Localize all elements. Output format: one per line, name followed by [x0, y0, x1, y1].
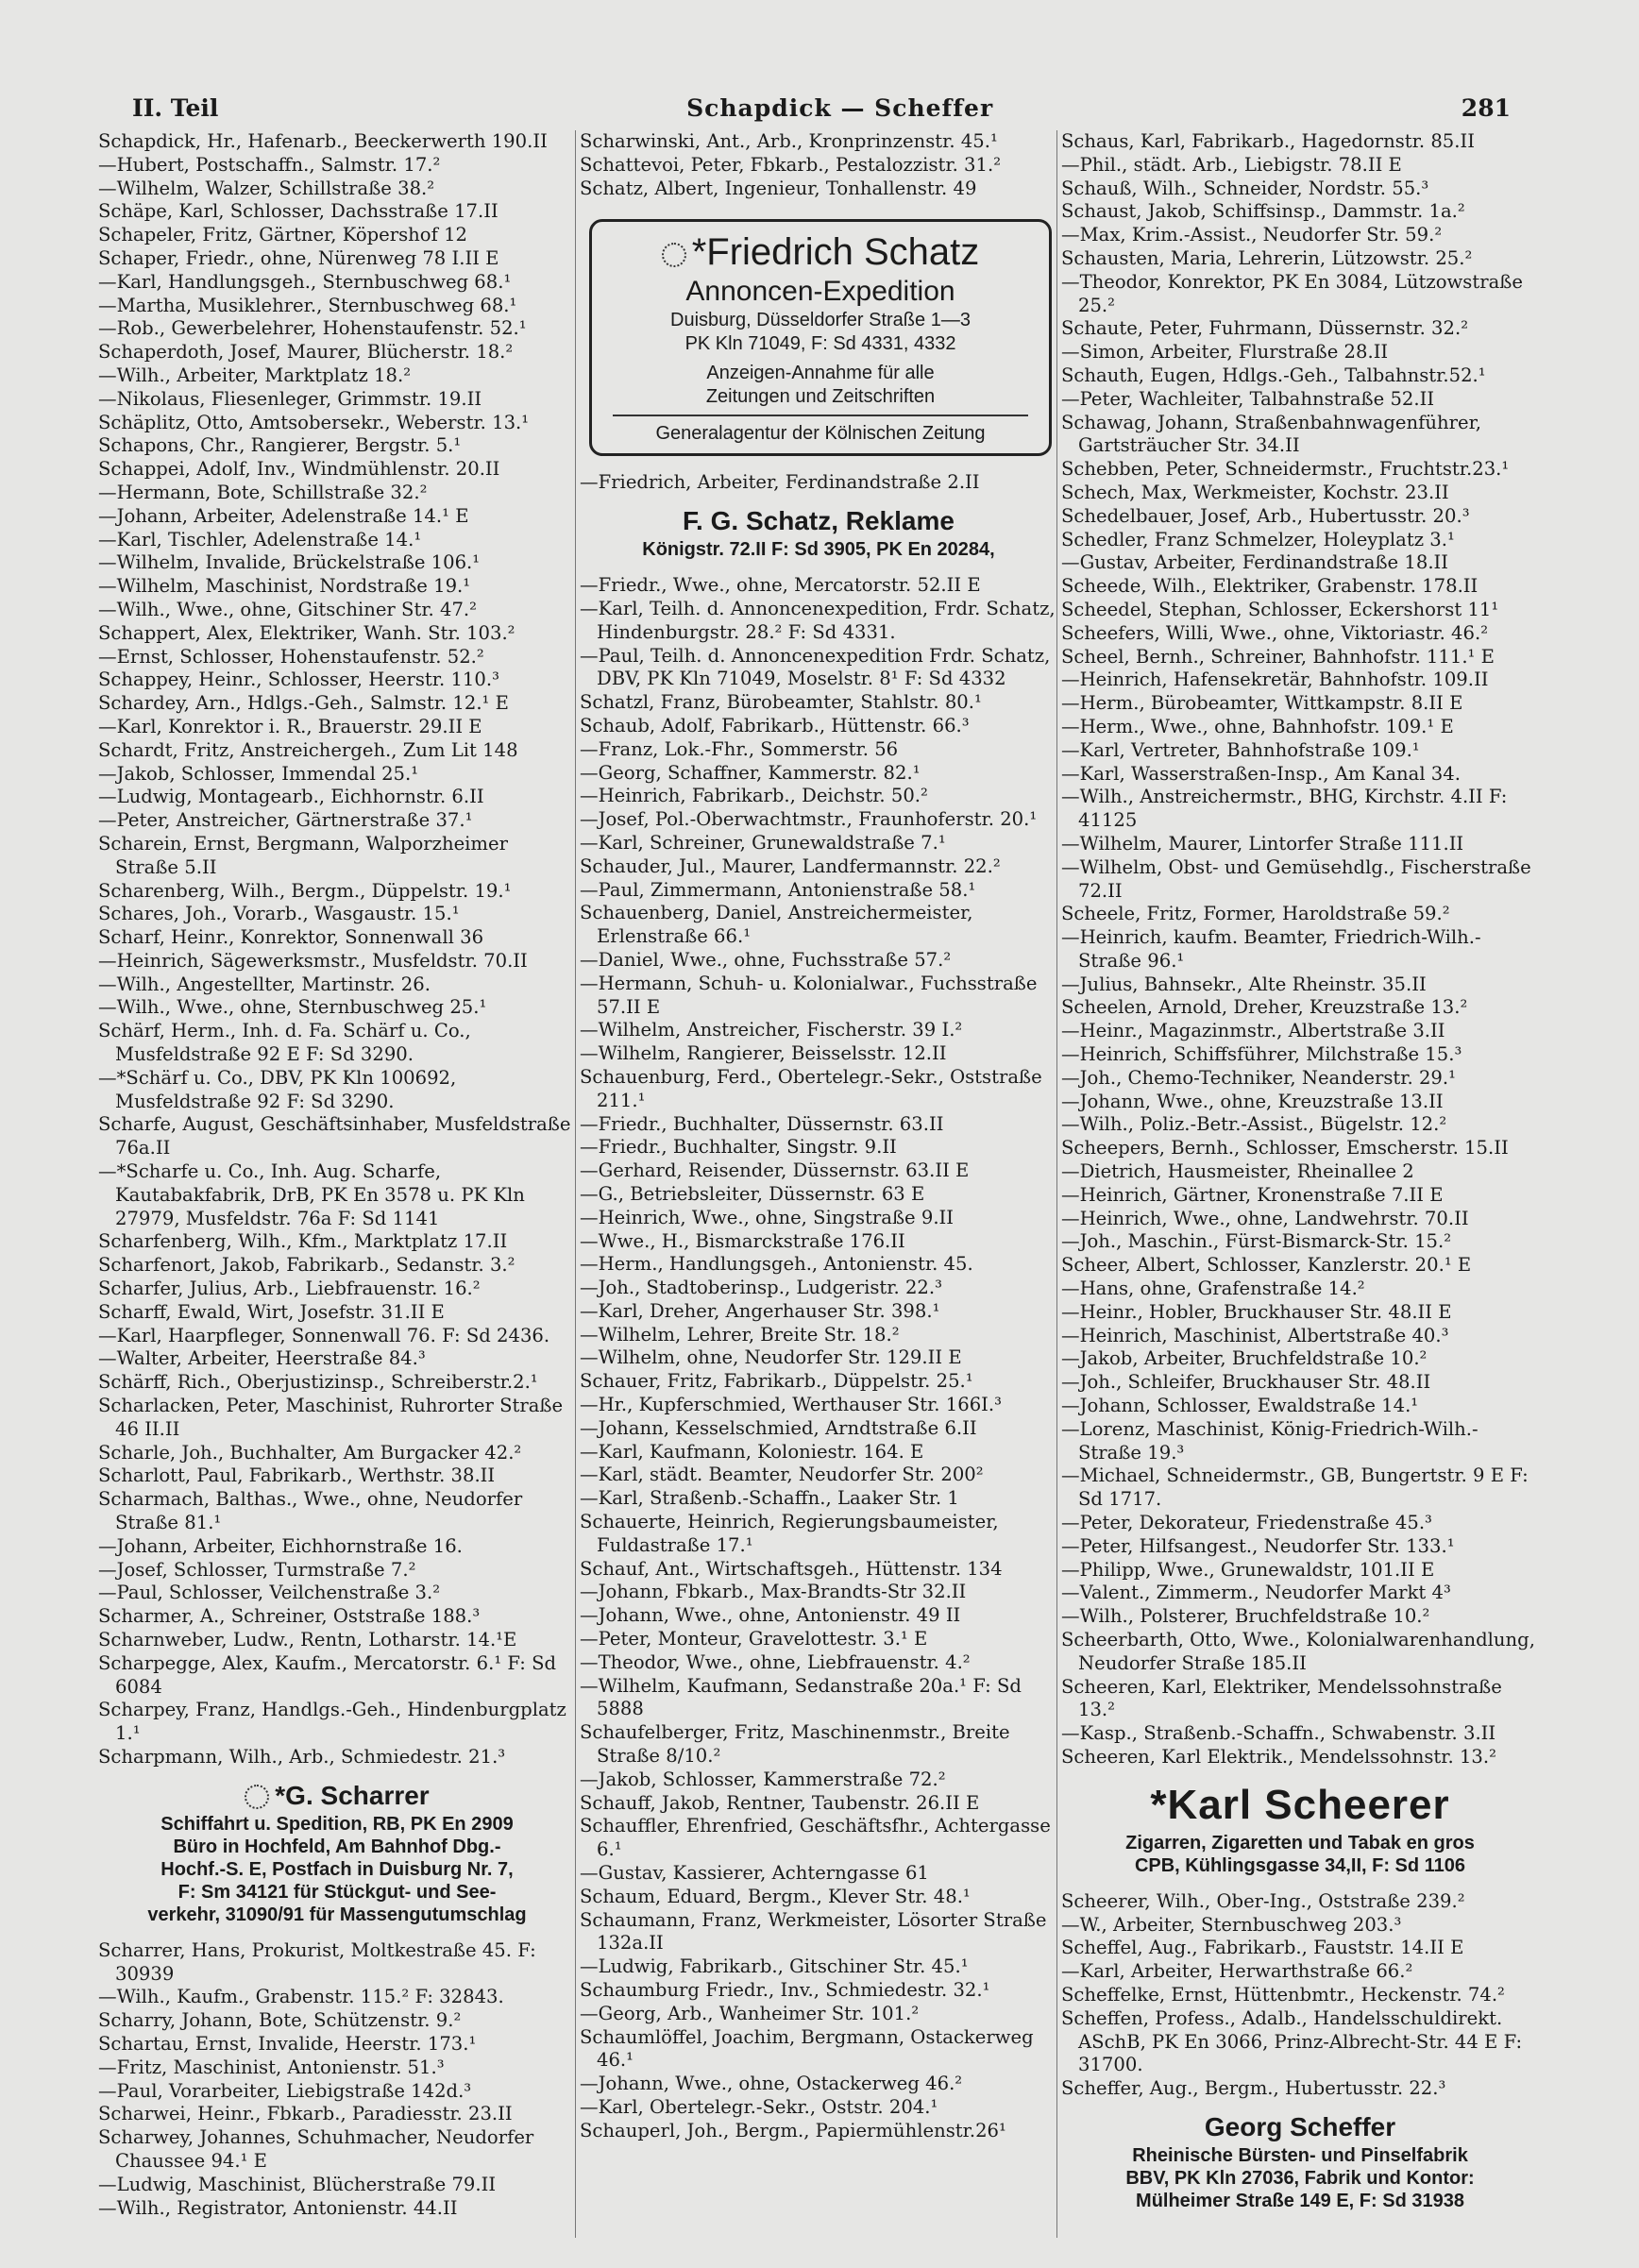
ad-line: Schiffahrt u. Spedition, RB, PK En 2909 [161, 1813, 514, 1835]
directory-entry: —Theodor, Wwe., ohne, Liebfrauenstr. 4.² [580, 1650, 971, 1673]
entry-list [580, 574, 1057, 2142]
directory-entry: Schaper, Friedr., ohne, Nürenweg 78 I.II E [98, 246, 499, 269]
entry-list [580, 471, 1057, 495]
ad-subtitle: Annoncen-Expedition [685, 276, 955, 308]
directory-entry: —Heinr., Hobler, Bruckhauser Str. 48.II E [1061, 1300, 1452, 1323]
column-3 [1061, 130, 1539, 2245]
directory-entry: —Rob., Gewerbelehrer, Hohenstaufenstr. 52.¹ [98, 317, 527, 340]
directory-entry: Schauerte, Heinrich, Regierungsbaumeister, Fuldastraße 17.¹ [580, 1511, 999, 1556]
column-2 [580, 130, 1057, 2245]
directory-entry: —Kasp., Straßenb.-Schaffn., Schwabenstr. 3.II [1061, 1722, 1496, 1745]
directory-entry: —Karl, Teilh. d. Annoncenexpedition, Frdr. Schatz, Hindenburgstr. 28.² F: Sd 4331. [580, 597, 1056, 643]
directory-entry: Scheer, Albert, Schlosser, Kanzlerstr. 20.¹ E [1061, 1254, 1472, 1277]
directory-entry: —Wilhelm, Obst- und Gemüsehdlg., Fischerstraße 72.II [1061, 855, 1531, 902]
directory-entry: Schapdick, Hr., Hafenarb., Beeckerwerth 190.II [98, 130, 548, 152]
directory-entry: Scharff, Ewald, Wirt, Josefstr. 31.II E [98, 1300, 445, 1323]
page-number: 281 [1461, 93, 1511, 122]
directory-entry: Schartau, Ernst, Invalide, Heerstr. 173.¹ [98, 2032, 477, 2055]
directory-entry: —Heinrich, Wwe., ohne, Singstraße 9.II [580, 1206, 955, 1228]
directory-entry: Schärff, Rich., Oberjustizinsp., Schreiberstr.2.¹ [98, 1371, 538, 1394]
ad-line: F: Sm 34121 für Stückgut- und See- [177, 1881, 497, 1903]
directory-entry: Schärf, Herm., Inh. d. Fa. Schärf u. Co., Musfeldstraße 92 E F: Sd 3290. [98, 1020, 471, 1066]
directory-entry: Schaum, Eduard, Bergm., Klever Str. 48.¹ [580, 1885, 971, 1907]
directory-entry: Schaub, Adolf, Fabrikarb., Hüttenstr. 66.³ [580, 714, 970, 736]
directory-entry: —Heinrich, Maschinist, Albertstraße 40.³ [1061, 1324, 1449, 1346]
directory-entry: Scharmach, Balthas., Wwe., ohne, Neudorfer Straße 81.¹ [98, 1488, 523, 1534]
directory-entry: —Ludwig, Maschinist, Blücherstraße 79.II [98, 2173, 497, 2195]
directory-entry: Schedelbauer, Josef, Arb., Hubertusstr. 20.³ [1061, 504, 1470, 527]
directory-entry: —*Schärf u. Co., DBV, PK Kln 100692, Musfeldstraße 92 F: Sd 3290. [98, 1066, 457, 1112]
directory-entry: Scheffen, Profess., Adalb., Handelsschuldirekt. ASchB, PK En 3066, Prinz-Albrecht-Str. 44 E F: 31700. [1061, 2006, 1523, 2076]
directory-entry: —Johann, Arbeiter, Adelenstraße 14.¹ E [98, 504, 469, 527]
directory-entry: Schauperl, Joh., Bergm., Papiermühlenstr.26¹ [580, 2119, 1006, 2141]
directory-entry: —Gerhard, Reisender, Düssernstr. 63.II E [580, 1159, 970, 1182]
directory-entry: Scheelen, Arnold, Dreher, Kreuzstraße 13.² [1061, 996, 1468, 1019]
directory-entry: —Johann, Arbeiter, Eichhornstraße 16. [98, 1534, 463, 1557]
directory-entry: Schardey, Arn., Hdlgs.-Geh., Salmstr. 12.¹ E [98, 692, 509, 715]
directory-entry: —Jakob, Schlosser, Immendal 25.¹ [98, 762, 419, 785]
directory-entry: Schaumburg Friedr., Inv., Schmiedestr. 32.¹ [580, 1979, 990, 2001]
directory-entry: —Hans, ohne, Grafenstraße 14.² [1061, 1278, 1365, 1300]
directory-entry: Scharlacken, Peter, Maschinist, Ruhrorter Straße 46 II.II [98, 1395, 564, 1440]
directory-entry: —Paul, Schlosser, Veilchenstraße 3.² [98, 1582, 441, 1604]
directory-entry: Scharpmann, Wilh., Arb., Schmiedestr. 21.³ [98, 1745, 506, 1768]
directory-entry: —Johann, Kesselschmied, Arndtstraße 6.II [580, 1416, 977, 1439]
directory-entry: —Georg, Schaffner, Kammerstr. 82.¹ [580, 761, 921, 784]
directory-entry: Scharfe, August, Geschäftsinhaber, Musfeldstraße 76a.II [98, 1113, 571, 1159]
directory-entry: Scharfenberg, Wilh., Kfm., Marktplatz 17.II [98, 1230, 508, 1253]
directory-entry: Scharmer, A., Schreiner, Oststraße 188.³ [98, 1605, 481, 1628]
directory-entry: —Julius, Bahnsekr., Alte Rheinstr. 35.II [1061, 973, 1427, 995]
directory-entry: Scheffelke, Ernst, Hüttenbmtr., Heckenstr. 74.² [1061, 1983, 1505, 2006]
ad-note: Anzeigen-Annahme für alle [706, 363, 935, 384]
directory-entry: —Wilh., Kaufm., Grabenstr. 115.² F: 32843. [98, 1986, 504, 2008]
directory-entry: —Heinrich, Sägewerksmstr., Musfeldstr. 70.II [98, 949, 528, 972]
directory-entry: —Herm., Handlungsgeh., Antonienstr. 45. [580, 1253, 973, 1276]
directory-entry: Schawag, Johann, Straßenbahnwagenführer, Gartsträucher Str. 34.II [1061, 411, 1482, 457]
directory-entry: —Simon, Arbeiter, Flurstraße 28.II [1061, 341, 1389, 364]
directory-entry: Scheerbarth, Otto, Wwe., Kolonialwarenhandlung, Neudorfer Straße 185.II [1061, 1629, 1535, 1674]
reklame-advertisement [580, 504, 1057, 561]
directory-entry: Schedler, Franz Schmelzer, Holeyplatz 3.¹ [1061, 528, 1455, 550]
directory-entry: Schauer, Fritz, Fabrikarb., Düppelstr. 25.¹ [580, 1370, 973, 1393]
directory-entry: —Karl, städt. Beamter, Neudorfer Str. 200² [580, 1464, 984, 1486]
directory-entry: —Philipp, Wwe., Grunewaldstr, 101.II E [1061, 1558, 1435, 1581]
emblem-icon [245, 1785, 269, 1809]
directory-entry: Scharlott, Paul, Fabrikarb., Werthstr. 38.II [98, 1464, 496, 1487]
directory-entry: Scheeren, Karl, Elektriker, Mendelssohnstraße 13.² [1061, 1675, 1502, 1721]
directory-entry: —Johann, Wwe., ohne, Ostackerweg 46.² [580, 2073, 963, 2095]
directory-entry: Scheele, Fritz, Former, Haroldstraße 59.² [1061, 903, 1450, 925]
directory-entry: —Peter, Anstreicher, Gärtnerstraße 37.¹ [98, 809, 473, 832]
directory-entry: Schardt, Fritz, Anstreichergeh., Zum Lit 148 [98, 738, 518, 761]
directory-entry: —Wilh., Arbeiter, Marktplatz 18.² [98, 364, 412, 386]
scheerer-advertisement [1061, 1779, 1539, 1877]
scharrer-advertisement [98, 1779, 576, 1926]
directory-entry: —Ernst, Schlosser, Hohenstaufenstr. 52.² [98, 645, 484, 668]
directory-entry: Scheerer, Wilh., Ober-Ing., Oststraße 239.² [1061, 1889, 1465, 1912]
ad-address: Duisburg, Düsseldorfer Straße 1—3 [670, 310, 971, 331]
directory-entry: Schattevoi, Peter, Fbkarb., Pestalozzistr. 31.² [580, 153, 1002, 176]
directory-entry: Scharf, Heinr., Konrektor, Sonnenwall 36 [98, 926, 484, 949]
directory-entry: —Karl, Handlungsgeh., Sternbuschweg 68.¹ [98, 270, 512, 293]
ad-title: F. G. Schatz, Reklame [683, 506, 955, 536]
directory-entry: —Wilhelm, Rangierer, Beisselsstr. 12.II [580, 1042, 947, 1065]
directory-entry: —Wilhelm, Kaufmann, Sedanstraße 20a.¹ F: Sd 5888 [580, 1674, 1022, 1720]
directory-entry: —Heinrich, kaufm. Beamter, Friedrich-Wilh.-Straße 96.¹ [1061, 926, 1481, 972]
directory-entry: —Heinrich, Hafensekretär, Bahnhofstr. 109.II [1061, 669, 1489, 691]
directory-entry: —Peter, Wachleiter, Talbahnstraße 52.II [1061, 387, 1435, 410]
directory-entry: —Karl, Wasserstraßen-Insp., Am Kanal 34. [1061, 762, 1461, 785]
directory-entry: —Hermann, Schuh- u. Kolonialwar., Fuchsstraße 57.II E [580, 972, 1038, 1018]
directory-entry: Scharpey, Franz, Handlgs.-Geh., Hindenburgplatz 1.¹ [98, 1699, 566, 1745]
schatz-advertisement [589, 219, 1052, 456]
directory-entry: Scharwei, Heinr., Fbkarb., Paradiesstr. 23.II [98, 2103, 513, 2125]
directory-entry: Scheffer, Aug., Bergm., Hubertusstr. 22.³ [1061, 2077, 1446, 2100]
ad-title: *Friedrich Schatz [691, 231, 980, 274]
running-head: Schapdick — Scheffer [686, 93, 994, 122]
directory-entry: —Karl, Dreher, Angerhauser Str. 398.¹ [580, 1299, 940, 1322]
directory-entry: —Wilhelm, Walzer, Schillstraße 38.² [98, 177, 435, 199]
directory-entry: —Phil., städt. Arb., Liebigstr. 78.II E [1061, 153, 1402, 176]
directory-entry: —Nikolaus, Fliesenleger, Grimmstr. 19.II [98, 387, 482, 410]
ad-note: Zeitungen und Zeitschriften [705, 386, 936, 408]
directory-entry: —Friedr., Wwe., ohne, Mercatorstr. 52.II E [580, 574, 981, 597]
directory-entry: —Peter, Monteur, Gravelottestr. 3.¹ E [580, 1628, 928, 1650]
directory-entry: Schausten, Maria, Lehrerin, Lützowstr. 25.² [1061, 246, 1473, 269]
ad-title: *G. Scharrer [275, 1780, 430, 1810]
directory-entry: —Max, Krim.-Assist., Neudorfer Str. 59.² [1061, 224, 1443, 246]
directory-entry: —Paul, Teilh. d. Annoncenexpedition Frdr. Schatz, DBV, PK Kln 71049, Moselstr. 8¹ F: Sd 4332 [580, 644, 1051, 690]
entry-list [580, 130, 1057, 200]
directory-entry: Scharfer, Julius, Arb., Liebfrauenstr. 16.² [98, 1278, 481, 1300]
directory-entry: Schares, Joh., Vorarb., Wasgaustr. 15.¹ [98, 903, 460, 925]
directory-entry: Scheffel, Aug., Fabrikarb., Fauststr. 14.II E [1061, 1937, 1464, 1959]
directory-entry: Scharnweber, Ludw., Rentn, Lotharstr. 14.¹E [98, 1629, 517, 1650]
directory-entry: —Herm., Bürobeamter, Wittkampstr. 8.II E [1061, 692, 1463, 715]
directory-entry: Schapeler, Fritz, Gärtner, Köpershof 12 [98, 224, 468, 246]
ad-line: Mülheimer Straße 149 E, F: Sd 31938 [1136, 2190, 1464, 2211]
directory-entry: —Hermann, Bote, Schillstraße 32.² [98, 481, 428, 503]
directory-entry: —Joh., Stadtoberinsp., Ludgeristr. 22.³ [580, 1277, 942, 1299]
directory-entry: —Friedr., Buchhalter, Düssernstr. 63.II [580, 1112, 944, 1135]
directory-entry: —Karl, Vertreter, Bahnhofstraße 109.¹ [1061, 738, 1420, 761]
directory-entry: Schäpe, Karl, Schlosser, Dachsstraße 17.II [98, 200, 498, 223]
emblem-icon [662, 243, 686, 267]
ad-footer: Generalagentur der Kölnischen Zeitung [655, 423, 986, 445]
section-label: II. Teil [132, 93, 219, 122]
directory-entry: —Heinrich, Gärtner, Kronenstraße 7.II E [1061, 1183, 1444, 1206]
directory-entry: —Wilhelm, Lehrer, Breite Str. 18.² [580, 1323, 900, 1346]
ad-line: Rheinische Bürsten- und Pinselfabrik [1132, 2144, 1468, 2166]
directory-entry: —Wilh., Wwe., ohne, Gitschiner Str. 47.² [98, 598, 478, 620]
directory-entry: —Joh., Maschin., Fürst-Bismarck-Str. 15.² [1061, 1230, 1452, 1253]
directory-entry: —Karl, Konrektor i. R., Brauerstr. 29.II E [98, 715, 482, 737]
ad-line: BBV, PK Kln 27036, Fabrik und Kontor: [1125, 2167, 1475, 2189]
directory-entry: Scheel, Bernh., Schreiner, Bahnhofstr. 111.¹ E [1061, 645, 1495, 668]
directory-entry: —Peter, Dekorateur, Friedenstraße 45.³ [1061, 1512, 1432, 1534]
directory-entry: —Lorenz, Maschinist, König-Friedrich-Wilh.-Straße 19.³ [1061, 1417, 1478, 1464]
directory-entry: Schapons, Chr., Rangierer, Bergstr. 5.¹ [98, 434, 462, 457]
directory-entry: —Wilh., Anstreichermstr., BHG, Kirchstr. 4.II F: 41125 [1061, 786, 1508, 832]
directory-entry: Scharein, Ernst, Bergmann, Walporzheimer Straße 5.II [98, 832, 508, 878]
directory-entry: Scharle, Joh., Buchhalter, Am Burgacker 42.² [98, 1441, 522, 1464]
directory-entry: —Gustav, Kassierer, Achterngasse 61 [580, 1862, 929, 1885]
directory-entry: —Jakob, Arbeiter, Bruchfeldstraße 10.² [1061, 1347, 1428, 1370]
directory-entry: Schaus, Karl, Fabrikarb., Hagedornstr. 85.II [1061, 130, 1475, 152]
ad-title: *Karl Scheerer [1150, 1781, 1450, 1828]
directory-entry: Schebben, Peter, Schneidermstr., Fruchtstr.23.¹ [1061, 458, 1510, 481]
directory-entry: —Karl, Obertelegr.-Sekr., Oststr. 204.¹ [580, 2095, 938, 2118]
directory-entry: Schaute, Peter, Fuhrmann, Düssernstr. 32.² [1061, 317, 1469, 340]
entry-list [1061, 130, 1539, 1769]
directory-entry: —Friedrich, Arbeiter, Ferdinandstraße 2.II [580, 471, 980, 494]
ad-line: Königstr. 72.II F: Sd 3905, PK En 20284, [642, 539, 995, 561]
directory-entry: —Karl, Straßenb.-Schaffn., Laaker Str. 1 [580, 1487, 959, 1510]
directory-entry: —Wilhelm, Anstreicher, Fischerstr. 39 I.² [580, 1019, 963, 1041]
directory-entry: Schatzl, Franz, Bürobeamter, Stahlstr. 80.¹ [580, 691, 982, 714]
directory-entry: —Herm., Wwe., ohne, Bahnhofstr. 109.¹ E [1061, 715, 1454, 737]
directory-entry: —Franz, Lok.-Fhr., Sommerstr. 56 [580, 737, 899, 760]
directory-entry: Scharpegge, Alex, Kaufm., Mercatorstr. 6.¹ F: Sd 6084 [98, 1651, 557, 1698]
directory-entry: Schaumann, Franz, Werkmeister, Lösorter Straße 132a.II [580, 1908, 1047, 1955]
directory-entry: —Jakob, Schlosser, Kammerstraße 72.² [580, 1768, 946, 1790]
directory-entry: Schauf, Ant., Wirtschaftsgeh., Hüttenstr. 134 [580, 1557, 1003, 1580]
directory-entry: Schappey, Heinr., Schlosser, Heerstr. 110.³ [98, 669, 499, 691]
directory-entry: —Johann, Wwe., ohne, Antonienstr. 49 II [580, 1604, 961, 1627]
ad-line: Hochf.-S. E, Postfach in Duisburg Nr. 7, [161, 1858, 514, 1880]
directory-entry: —Paul, Vorarbeiter, Liebigstraße 142d.³ [98, 2079, 472, 2102]
directory-entry: —Karl, Schreiner, Grunewaldstraße 7.¹ [580, 831, 946, 854]
directory-entry: Scharwinski, Ant., Arb., Kronprinzenstr. 45.¹ [580, 130, 998, 152]
directory-entry: Scharenberg, Wilh., Bergm., Düppelstr. 19.¹ [98, 879, 512, 902]
directory-entry: —Wilhelm, Maschinist, Nordstraße 19.¹ [98, 575, 471, 598]
directory-entry: —Wilh., Polsterer, Bruchfeldstraße 10.² [1061, 1605, 1430, 1628]
directory-entry: —Gustav, Arbeiter, Ferdinandstraße 18.II [1061, 551, 1449, 574]
ad-line: verkehr, 31090/91 für Massengutumschlag [147, 1904, 527, 1925]
directory-entry: Scharry, Johann, Bote, Schützenstr. 9.² [98, 2009, 462, 2032]
directory-entry: —Heinrich, Fabrikarb., Deichstr. 50.² [580, 785, 928, 807]
directory-entry: —Karl, Kaufmann, Koloniestr. 164. E [580, 1440, 924, 1463]
directory-entry: —Johann, Wwe., ohne, Kreuzstraße 13.II [1061, 1090, 1444, 1112]
directory-entry: Schatz, Albert, Ingenieur, Tonhallenstr. 49 [580, 177, 977, 199]
directory-entry: Scharrer, Hans, Prokurist, Moltkestraße 45. F: 30939 [98, 1938, 536, 1985]
directory-entry: —Joh., Schleifer, Bruckhauser Str. 48.II [1061, 1371, 1431, 1394]
entry-list [1061, 1890, 1539, 2101]
directory-entry: —Johann, Schlosser, Ewaldstraße 14.¹ [1061, 1395, 1419, 1417]
directory-entry: —G., Betriebsleiter, Düssernstr. 63 E [580, 1182, 925, 1205]
directory-entry: Schauenberg, Daniel, Anstreichermeister, Erlenstraße 66.¹ [580, 902, 973, 948]
directory-entry: —Peter, Hilfsangest., Neudorfer Str. 133.¹ [1061, 1534, 1455, 1557]
directory-entry: —Wilh., Registrator, Antonienstr. 44.II [98, 2196, 458, 2219]
directory-entry: —Wilh., Angestellter, Martinstr. 26. [98, 973, 431, 995]
directory-entry: —Wilhelm, Maurer, Lintorfer Straße 111.II [1061, 832, 1464, 855]
directory-entry: —Heinr., Magazinmstr., Albertstraße 3.II [1061, 1020, 1445, 1042]
directory-entry: Schauth, Eugen, Hdlgs.-Geh., Talbahnstr.52.¹ [1061, 364, 1486, 386]
directory-entry: Schauffler, Ehrenfried, Geschäftsfhr., Achtergasse 6.¹ [580, 1815, 1051, 1861]
directory-entry: Schaperdoth, Josef, Maurer, Blücherstr. 18.² [98, 341, 514, 364]
directory-entry: Schaufelberger, Fritz, Maschinenmstr., Breite Straße 8/10.² [580, 1721, 1010, 1768]
ad-line: CPB, Kühlingsgasse 34,II, F: Sd 1106 [1134, 1854, 1466, 1876]
directory-entry: —Fritz, Maschinist, Antonienstr. 51.³ [98, 2056, 445, 2078]
directory-entry: —Paul, Zimmermann, Antonienstraße 58.¹ [580, 878, 976, 901]
directory-entry: —Theodor, Konrektor, PK En 3084, Lützowstraße 25.² [1061, 270, 1523, 316]
directory-entry: Scheedel, Stephan, Schlosser, Eckershorst 11¹ [1061, 598, 1499, 620]
directory-entry: Scharwey, Johannes, Schuhmacher, Neudorfer Chaussee 94.¹ E [98, 2126, 534, 2172]
directory-entry: —Wilhelm, ohne, Neudorfer Str. 129.II E [580, 1346, 962, 1369]
directory-entry: —Heinrich, Schiffsführer, Milchstraße 15.³ [1061, 1043, 1462, 1066]
directory-entry: —Valent., Zimmerm., Neudorfer Markt 4³ [1061, 1582, 1451, 1604]
directory-entry: Scheeren, Karl Elektrik., Mendelssohnstr. 13.² [1061, 1745, 1496, 1768]
directory-entry: —Karl, Arbeiter, Herwarthstraße 66.² [1061, 1960, 1413, 1983]
directory-entry: —Josef, Pol.-Oberwachtmstr., Fraunhoferstr. 20.¹ [580, 808, 1038, 831]
directory-entry: Schauß, Wilh., Schneider, Nordstr. 55.³ [1061, 177, 1429, 199]
directory-entry: —Josef, Schlosser, Turmstraße 7.² [98, 1558, 416, 1581]
ad-title: Georg Scheffer [1204, 2111, 1396, 2141]
directory-entry: Schäplitz, Otto, Amtsobersekr., Weberstr. 13.¹ [98, 411, 530, 433]
directory-entry: —Friedr., Buchhalter, Singstr. 9.II [580, 1136, 897, 1159]
directory-entry: —W., Arbeiter, Sternbuschweg 203.³ [1061, 1913, 1402, 1936]
directory-entry: Scheefers, Willi, Wwe., ohne, Viktoriastr. 46.² [1061, 621, 1489, 644]
directory-entry: Scheede, Wilh., Elektriker, Grabenstr. 178.II [1061, 575, 1478, 598]
directory-entry: Scheepers, Bernh., Schlosser, Emscherstr. 15.II [1061, 1137, 1509, 1159]
column-1 [98, 130, 576, 2245]
ad-line: Zigarren, Zigaretten und Tabak en gros [1125, 1832, 1475, 1853]
ad-phone: PK Kln 71049, F: Sd 4331, 4332 [684, 333, 956, 355]
directory-entry: —*Scharfe u. Co., Inh. Aug. Scharfe, Kautabakfabrik, DrB, PK En 3578 u. PK Kln 27979, Musfeldstr. 76a F: Sd 1141 [98, 1160, 525, 1229]
page-header [132, 87, 1511, 128]
directory-entry: —Wilhelm, Invalide, Brückelstraße 106.¹ [98, 551, 481, 574]
ad-line: Büro in Hochfeld, Am Bahnhof Dbg.- [173, 1836, 501, 1857]
directory-entry: —Martha, Musiklehrer., Sternbuschweg 68.¹ [98, 294, 517, 316]
directory-entry: —Wwe., H., Bismarckstraße 176.II [580, 1229, 905, 1252]
directory-entry: —Georg, Arb., Wanheimer Str. 101.² [580, 2002, 920, 2024]
directory-entry: Scharfenort, Jakob, Fabrikarb., Sedanstr. 3.² [98, 1254, 515, 1277]
directory-entry: —Joh., Chemo-Techniker, Neanderstr. 29.¹ [1061, 1066, 1456, 1089]
directory-entry: —Heinrich, Wwe., ohne, Landwehrstr. 70.II [1061, 1207, 1469, 1229]
directory-entry: —Ludwig, Fabrikarb., Gitschiner Str. 45.¹ [580, 1955, 969, 1978]
directory-entry: Schauenburg, Ferd., Obertelegr.-Sekr., Oststraße 211.¹ [580, 1065, 1042, 1111]
entry-list [98, 1939, 576, 2221]
directory-entry: —Karl, Tischler, Adelenstraße 14.¹ [98, 528, 422, 550]
directory-entry: —Daniel, Wwe., ohne, Fuchsstraße 57.² [580, 948, 952, 971]
directory-entry: Schaumlöffel, Joachim, Bergmann, Ostackerweg 46.¹ [580, 2025, 1034, 2072]
directory-entry: Schappert, Alex, Elektriker, Wanh. Str. 103.² [98, 621, 515, 644]
directory-entry: —Hubert, Postschaffn., Salmstr. 17.² [98, 153, 441, 176]
directory-entry: —Wilh., Wwe., ohne, Sternbuschweg 25.¹ [98, 996, 487, 1019]
directory-entry: —Dietrich, Hausmeister, Rheinallee 2 [1061, 1160, 1414, 1183]
directory-entry: Schauff, Jakob, Rentner, Taubenstr. 26.II E [580, 1791, 980, 1814]
directory-entry: —Wilh., Poliz.-Betr.-Assist., Bügelstr. 12.² [1061, 1113, 1447, 1136]
directory-entry: —Ludwig, Montagearb., Eichhornstr. 6.II [98, 786, 484, 808]
directory-entry: —Hr., Kupferschmied, Werthauser Str. 166I.³ [580, 1394, 1002, 1416]
directory-entry: Schaust, Jakob, Schiffsinsp., Dammstr. 1a.² [1061, 200, 1465, 223]
entry-list [98, 130, 576, 1769]
scheffer-advertisement [1061, 2110, 1539, 2212]
directory-entry: Schauder, Jul., Maurer, Landfermannstr. 22.² [580, 855, 1001, 877]
directory-entry: —Walter, Arbeiter, Heerstraße 84.³ [98, 1347, 426, 1370]
directory-entry: —Karl, Haarpfleger, Sonnenwall 76. F: Sd 2436. [98, 1324, 550, 1346]
directory-entry: —Michael, Schneidermstr., GB, Bungertstr. 9 E F: Sd 1717. [1061, 1464, 1529, 1511]
directory-entry: Schappei, Adolf, Inv., Windmühlenstr. 20.II [98, 458, 500, 481]
directory-entry: —Johann, Fbkarb., Max-Brandts-Str 32.II [580, 1581, 967, 1603]
directory-entry: Schech, Max, Werkmeister, Kochstr. 23.II [1061, 481, 1449, 503]
